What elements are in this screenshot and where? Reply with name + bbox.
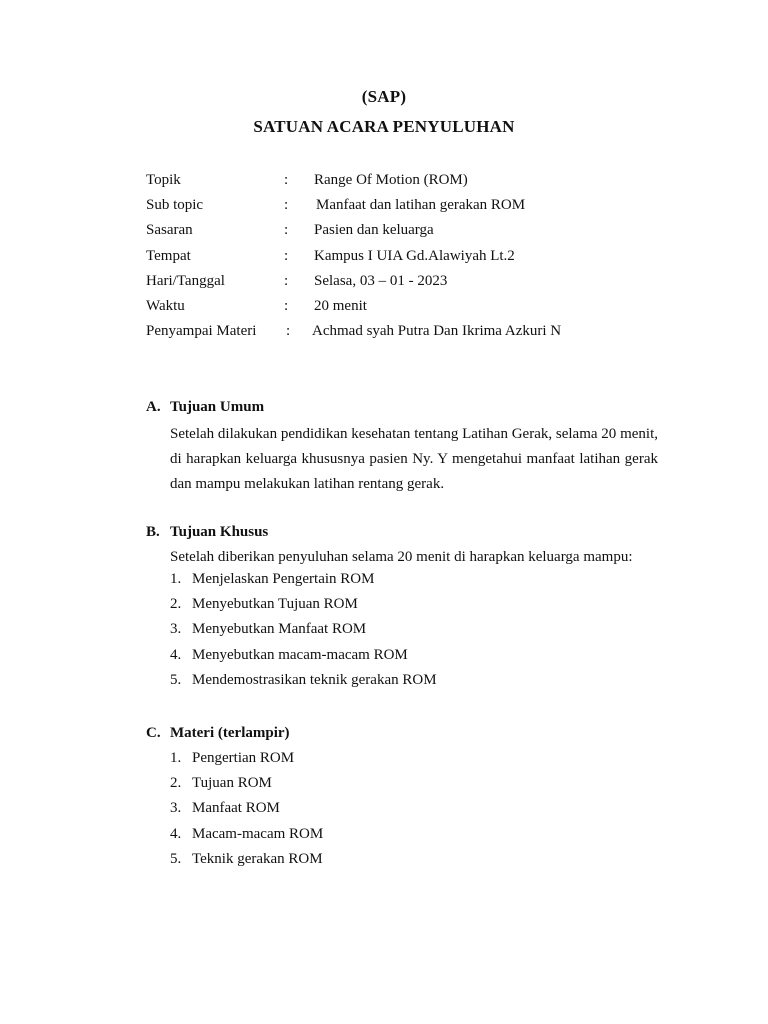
info-value: Selasa, 03 – 01 - 2023 (314, 272, 448, 289)
list-number: 4. (170, 825, 182, 842)
list-item (170, 593, 658, 618)
info-label: Hari/Tanggal (146, 272, 225, 289)
section-materi (146, 722, 658, 873)
list-text: Menyebutkan Manfaat ROM (192, 621, 367, 638)
info-value: Range Of Motion (ROM) (314, 172, 468, 188)
info-value: Kampus I UIA Gd.Alawiyah Lt.2 (314, 247, 515, 264)
list-number: 2. (170, 596, 182, 613)
section-letter: A. (146, 399, 161, 415)
section-intro: Setelah diberikan penyuluhan selama 20 menit di harapkan keluarga mampu: (170, 549, 633, 565)
info-label: Waktu (146, 297, 185, 314)
list-number: 5. (170, 850, 182, 867)
document-title: SATUAN ACARA PENYULUHAN (253, 117, 515, 136)
list-number: 3. (170, 621, 182, 638)
section-title: Tujuan Khusus (170, 524, 269, 540)
info-value: Manfaat dan latihan gerakan ROM (316, 197, 526, 214)
section-title: Tujuan Umum (170, 399, 265, 415)
list-text: Tujuan ROM (192, 775, 272, 792)
section-title: Materi (terlampir) (170, 725, 290, 741)
list-text: Menyebutkan macam-macam ROM (192, 646, 408, 663)
list-item (170, 568, 658, 593)
info-colon: : (284, 172, 289, 188)
list-number: 2. (170, 775, 182, 792)
section-heading (146, 722, 658, 744)
list-number: 5. (170, 671, 182, 688)
section-letter: C. (146, 725, 161, 741)
list-text: Menyebutkan Tujuan ROM (192, 596, 358, 613)
info-label: Topik (146, 172, 181, 188)
list-number: 1. (170, 571, 182, 587)
list-item (170, 772, 658, 797)
info-label: Sasaran (146, 222, 193, 239)
section-heading (146, 396, 658, 418)
list-text: Manfaat ROM (192, 800, 280, 817)
info-value: Pasien dan keluarga (314, 222, 434, 239)
list-item (170, 618, 658, 643)
info-label: Tempat (146, 247, 191, 264)
info-colon: : (284, 197, 289, 214)
list-item (170, 669, 658, 694)
list-item (170, 848, 658, 873)
list-number: 3. (170, 800, 182, 817)
list-item (170, 823, 658, 848)
material-list (170, 747, 658, 873)
info-colon: : (286, 323, 291, 340)
info-colon: : (284, 222, 289, 239)
section-tujuan-khusus (146, 521, 658, 694)
section-paragraph: Setelah dilakukan pendidikan kesehatan tentang Latihan Gerak, selama 20 menit, di harapkan keluarga khususnya pasien Ny. Y mengetahui manfaat latihan gerak dan mampu melakukan latihan rentang gerak. (170, 426, 658, 492)
info-label: Penyampai Materi (146, 323, 257, 340)
list-item (170, 747, 658, 772)
info-value: Achmad syah Putra Dan Ikrima Azkuri N (312, 323, 562, 340)
list-text: Mendemostrasikan teknik gerakan ROM (192, 671, 437, 688)
list-text: Teknik gerakan ROM (192, 850, 323, 867)
list-item (170, 797, 658, 822)
list-text: Pengertian ROM (192, 750, 295, 766)
info-colon: : (284, 297, 289, 314)
document-abbreviation: (SAP) (361, 87, 407, 106)
list-text: Menjelaskan Pengertain ROM (192, 571, 375, 587)
section-heading (146, 521, 658, 543)
objective-list (170, 568, 658, 694)
info-colon: : (284, 272, 289, 289)
list-text: Macam-macam ROM (192, 825, 324, 842)
info-colon: : (284, 247, 289, 264)
section-tujuan-umum (146, 396, 658, 497)
list-item (170, 644, 658, 669)
info-value: 20 menit (314, 297, 367, 314)
section-letter: B. (146, 524, 160, 540)
list-number: 1. (170, 750, 182, 766)
info-label: Sub topic (146, 197, 204, 214)
list-number: 4. (170, 646, 182, 663)
